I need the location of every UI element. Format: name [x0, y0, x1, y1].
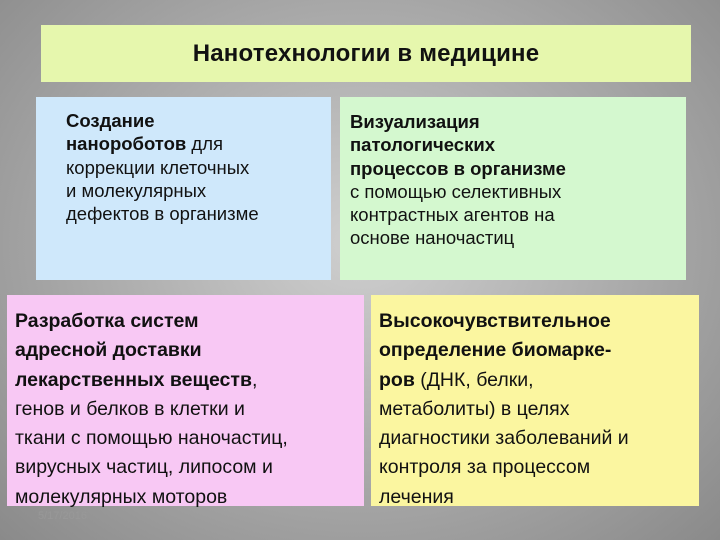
box-visualization-heading: Визуализация патологических процессов в организме [350, 111, 566, 179]
box-nanorobots-body: для коррекции клеточных и молекулярных дефектов в организме [66, 133, 259, 225]
box-biomarkers-text [379, 307, 695, 512]
box-nanorobots [36, 97, 331, 280]
box-visualization-text [350, 110, 678, 250]
box-nanorobots-text [66, 109, 321, 225]
slide-title-text: Нанотехнологии в медицине [192, 39, 540, 67]
box-nanorobots-heading: Создание нанороботов [66, 110, 187, 155]
box-biomarkers-heading: Высокочувствительное определение биомарке- ров [379, 310, 612, 391]
box-delivery-heading: Разработка систем адресной доставки лекарственных веществ [15, 310, 252, 391]
box-visualization-body: с помощью селективных контрастных агентов на основе наночастиц [350, 180, 562, 249]
slide-date: 5/17/2016 [38, 510, 87, 522]
box-visualization [340, 97, 686, 280]
box-delivery-body: , генов и белков в клетки и ткани с помощью наночастиц, вирусных частиц, липосом и молекулярных моторов [15, 368, 288, 508]
box-delivery-text [15, 307, 360, 512]
slide-title [41, 25, 691, 82]
box-biomarkers [371, 295, 699, 506]
box-delivery [7, 295, 364, 506]
box-biomarkers-body: (ДНК, белки, метаболиты) в целях диагностики заболеваний и контроля за процессом лечения [379, 368, 629, 508]
